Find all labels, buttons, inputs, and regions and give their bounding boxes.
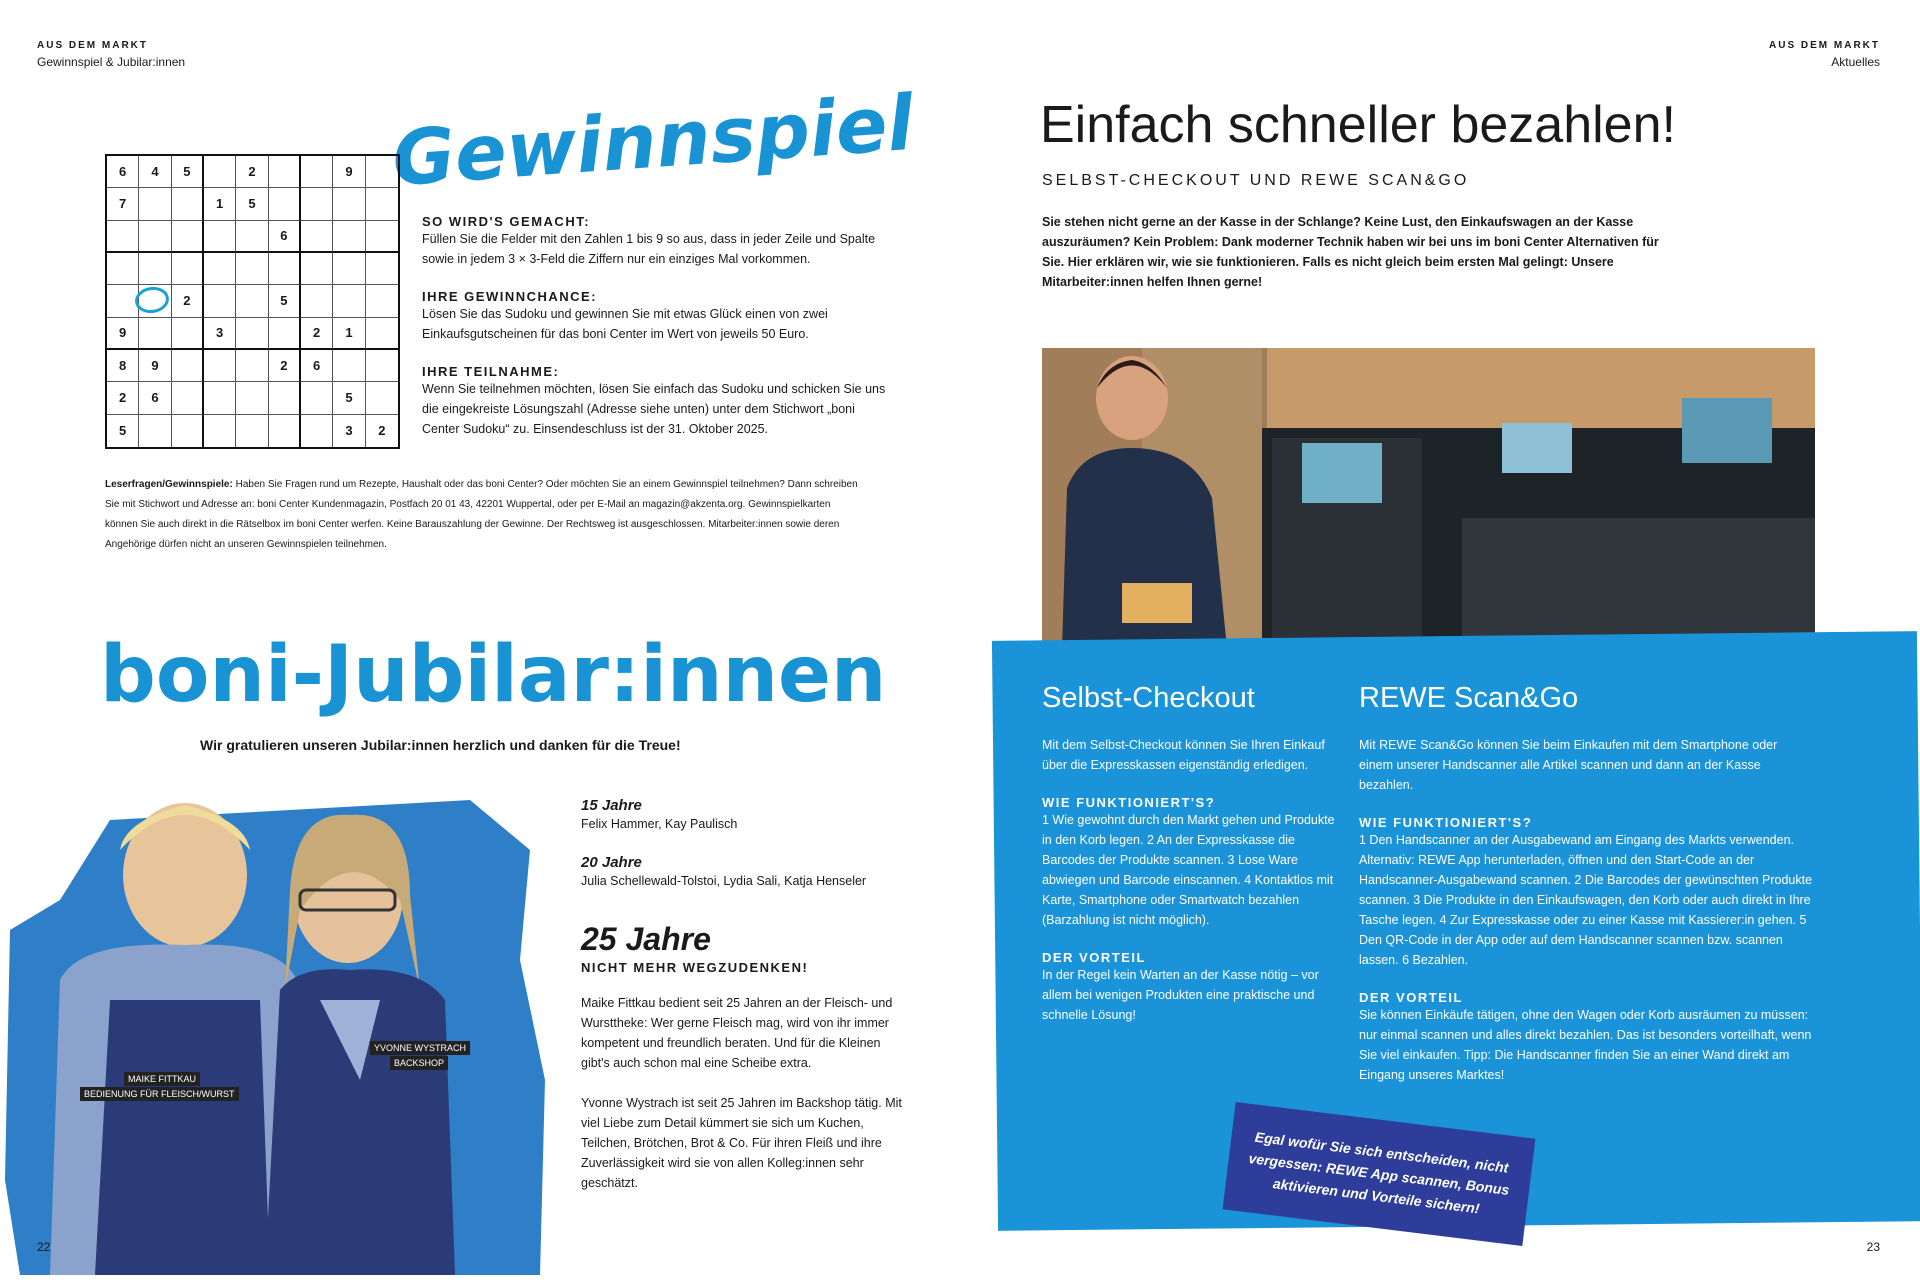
sudoku-cell[interactable] (301, 221, 333, 253)
header-left-sub: Gewinnspiel & Jubilar:innen (37, 55, 186, 69)
sudoku-cell[interactable] (333, 350, 365, 382)
sudoku-cell[interactable] (366, 285, 398, 317)
sudoku-cell[interactable] (236, 415, 268, 447)
scan-go-text: Mit REWE Scan&Go können Sie beim Einkaufen mit dem Smartphone oder einem unserer Handscanner alle Artikel scannen und dann an der Kasse bezahlen. (1359, 738, 1778, 792)
sudoku-cell[interactable]: 2 (107, 382, 139, 414)
sudoku-cell[interactable]: 8 (107, 350, 139, 382)
sudoku-cell[interactable] (269, 188, 301, 220)
reader-notice-bold: Leserfragen/Gewinnspiele: (105, 479, 233, 490)
reader-notice-text: Haben Sie Fragen rund um Rezepte, Haushalt oder das boni Center? Oder möchten Sie an einem Gewinnspiel teilnehmen? Dann schreiben Sie mit Stichwort und Adresse an: boni Center Kundenmagazin, Postfach 20 01 43, 42201 Wuppertal, oder per E-Mail an magazin@akzenta.org. Gewinnspielkarten können Sie auch direkt in die Rätselbox im boni Center werfen. Keine Barauszahlung der Gewinne. Der Rechtsweg ist ausgeschlossen. Mitarbeiter:innen sowie deren Angehörige dürfen nicht an unseren Gewinnspielen teilnehmen. (105, 479, 858, 550)
sudoku-cell[interactable] (269, 318, 301, 350)
scan-go-how-heading: WIE FUNKTIONIERT'S? (1359, 815, 1533, 830)
participation-text: Wenn Sie teilnehmen möchten, lösen Sie einfach das Sudoku und schicken Sie uns die eingekreiste Lösungszahl (Adresse siehe unten) unter dem Stichwort „boni Center Sudoku“ zu. Einsendeschluss ist der 31. Oktober 2025. (422, 382, 886, 436)
sudoku-cell[interactable] (236, 253, 268, 285)
jubilar-15-heading: 15 Jahre (581, 797, 642, 814)
sudoku-cell[interactable] (366, 318, 398, 350)
jubilar-title: boni-Jubilar:innen (100, 630, 887, 720)
sudoku-cell[interactable] (366, 156, 398, 188)
sudoku-cell[interactable]: 9 (333, 156, 365, 188)
sudoku-cell[interactable] (204, 415, 236, 447)
sudoku-cell[interactable] (139, 285, 171, 317)
sudoku-cell[interactable]: 9 (139, 350, 171, 382)
jubilar-25-yvonne: Yvonne Wystrach ist seit 25 Jahren im Backshop tätig. Mit viel Liebe zum Detail kümmert sie sich um Kuchen, Teilchen, Brötchen, Brot & Co. Für ihren Fleiß und ihre Zuverlässigkeit wird sie von allen Kolleg:innen sehr geschätzt. (581, 1096, 902, 1190)
reader-notice (105, 475, 865, 555)
selbst-checkout-text: Mit dem Selbst-Checkout können Sie Ihren Einkauf über die Expresskassen eigenständig erledigen. (1042, 738, 1325, 772)
header-right-sub: Aktuelles (1831, 55, 1880, 69)
sudoku-cell[interactable] (236, 350, 268, 382)
sudoku-cell[interactable]: 5 (107, 415, 139, 447)
sudoku-cell[interactable] (269, 415, 301, 447)
sudoku-cell[interactable]: 1 (204, 188, 236, 220)
sudoku-cell[interactable] (172, 382, 204, 414)
sudoku-cell[interactable] (204, 221, 236, 253)
jubilar-photo (0, 780, 560, 1280)
sudoku-cell[interactable] (204, 156, 236, 188)
sudoku-cell[interactable] (236, 318, 268, 350)
sudoku-cell[interactable] (301, 415, 333, 447)
sudoku-cell[interactable]: 2 (236, 156, 268, 188)
solution-circle-icon (134, 285, 171, 315)
jubilar-25-subheading: NICHT MEHR WEGZUDENKEN! (581, 960, 809, 975)
badge-maike-name: MAIKE FITTKAU (124, 1072, 200, 1086)
sudoku-cell[interactable]: 2 (378, 423, 386, 439)
bezahlen-intro: Sie stehen nicht gerne an der Kasse in der Schlange? Keine Lust, den Einkaufswagen an der Kasse auszuräumen? Kein Problem: Dank moderner Technik haben wir bei uns im boni Center Alternativen für Sie. Hier erklären wir, wie sie funktionieren. Falls es nicht gleich beim ersten Mal gelingt: Unsere Mitarbeiter:innen helfen Ihnen gerne! (1042, 215, 1659, 289)
jubilar-25-heading: 25 Jahre (581, 921, 711, 957)
sudoku-cell[interactable]: 3 (204, 318, 236, 350)
sudoku-cell[interactable] (139, 415, 171, 447)
selbst-checkout-title: Selbst-Checkout (1042, 682, 1255, 714)
how-text: Füllen Sie die Felder mit den Zahlen 1 bis 9 so aus, dass in jeder Zeile und Spalte sowie in jedem 3 × 3-Feld die Ziffern nur ein einziges Mal vorkommen. (422, 232, 876, 266)
header-left-kicker: AUS DEM MARKT (37, 40, 148, 51)
sudoku-cell[interactable]: 2 (172, 285, 204, 317)
scan-go-how-text: 1 Den Handscanner an der Ausgabewand am Eingang des Markts verwenden. Alternativ: REWE App herunterladen, öffnen und den Start-Code an der Handscanner-Ausgabewand scannen. 2 Die Barcodes der gewünschten Produkte scannen. 3 Die Produkte in den Einkaufswagen, den Korb oder auch direkt in Ihre Tasche legen. 4 Zur Expresskasse oder zu einer Kasse mit Kassierer:in gehen. 5 Den QR-Code in der App oder auf dem Handscanner scannen bzw. scannen lassen. 6 Bezahlen. (1359, 833, 1813, 967)
sudoku-cell[interactable]: 6 (139, 382, 171, 414)
sudoku-cell[interactable] (172, 188, 204, 220)
jubilar-20-heading: 20 Jahre (581, 854, 642, 871)
sudoku-cell[interactable] (172, 221, 204, 253)
sudoku-cell[interactable]: 5 (236, 188, 268, 220)
sudoku-cell[interactable] (366, 382, 398, 414)
sudoku-cell[interactable] (107, 221, 139, 253)
sudoku-cell[interactable]: 3 (333, 415, 365, 447)
sudoku-cell[interactable] (366, 188, 398, 220)
sudoku-cell[interactable] (269, 253, 301, 285)
sudoku-cell[interactable]: 2 (269, 350, 301, 382)
sudoku-cell[interactable] (333, 188, 365, 220)
sudoku-cell[interactable] (301, 188, 333, 220)
jubilar-subtitle: Wir gratulieren unseren Jubilar:innen herzlich und danken für die Treue! (200, 737, 681, 753)
sudoku-cell[interactable] (333, 285, 365, 317)
selbst-checkout-how-text: 1 Wie gewohnt durch den Markt gehen und Produkte in den Korb legen. 2 An der Expresskasse die Barcodes der Produkte scannen. 3 Lose Ware abwiegen und Barcode einscannen. 4 Kontaktlos mit Karte, Smartphone oder Smartwatch bezahlen (Barzahlung ist nicht möglich). (1042, 813, 1335, 927)
sudoku-cell[interactable]: 7 (107, 188, 139, 220)
sudoku-cell[interactable] (301, 382, 333, 414)
how-heading: SO WIRD'S GEMACHT: (422, 214, 591, 229)
gewinnspiel-title: Gewinnspiel (389, 77, 917, 204)
sudoku-cell[interactable]: 6 (301, 350, 333, 382)
scan-go-title: REWE Scan&Go (1359, 682, 1579, 714)
sudoku-cell[interactable] (139, 318, 171, 350)
jubilar-15-names: Felix Hammer, Kay Paulisch (581, 817, 738, 831)
sudoku-cell[interactable] (301, 156, 333, 188)
sudoku-cell[interactable] (301, 285, 333, 317)
scan-go-vorteil-text: Sie können Einkäufe tätigen, ohne den Wagen oder Korb ausräumen zu müssen: nur einmal scannen und alles direkt bezahlen. Das ist besonders vorteilhaft, wenn Sie viel einkaufen. Tipp: Die Handscanner finden Sie an einer Wand direkt am Eingang unseres Marktes! (1359, 1008, 1812, 1082)
jubilar-20-names: Julia Schellewald-Tolstoi, Lydia Sali, Katja Henseler (581, 874, 867, 888)
sudoku-cell[interactable] (333, 221, 365, 253)
sudoku-cell[interactable] (172, 253, 204, 285)
badge-maike-role: BEDIENUNG FÜR FLEISCH/WURST (80, 1087, 239, 1101)
checkout-photo (1042, 348, 1815, 648)
sudoku-cell[interactable]: 5 (333, 382, 365, 414)
jubilar-25-maike: Maike Fittkau bedient seit 25 Jahren an der Fleisch- und Wursttheke: Wer gerne Fleisch mag, wird von ihr immer kompetent und freundlich beraten. Und für die Kleinen gibt's auch schon mal eine Scheibe extra. (581, 996, 893, 1070)
sudoku-cell[interactable] (236, 285, 268, 317)
header-right-kicker: AUS DEM MARKT (1769, 40, 1880, 51)
sudoku-cell[interactable] (204, 382, 236, 414)
sudoku-cell[interactable] (366, 253, 398, 285)
selbst-checkout-vorteil-heading: DER VORTEIL (1042, 950, 1146, 965)
sudoku-cell[interactable] (139, 253, 171, 285)
sudoku-cell[interactable]: 4 (139, 156, 171, 188)
page-number-left: 22 (37, 1240, 51, 1254)
sudoku-cell[interactable]: 1 (333, 318, 365, 350)
sudoku-cell[interactable]: 6 (269, 221, 301, 253)
badge-yvonne-name: YVONNE WYSTRACH (370, 1041, 470, 1055)
sudoku-cell[interactable] (172, 415, 204, 447)
sudoku-cell[interactable]: 9 (107, 318, 139, 350)
participation-heading: IHRE TEILNAHME: (422, 364, 560, 379)
sudoku-cell[interactable] (107, 253, 139, 285)
sudoku-cell[interactable] (269, 382, 301, 414)
sudoku-cell[interactable] (172, 318, 204, 350)
sudoku-cell[interactable] (139, 188, 171, 220)
scan-go-vorteil-heading: DER VORTEIL (1359, 990, 1463, 1005)
sudoku-cell[interactable] (269, 156, 301, 188)
chance-heading: IHRE GEWINNCHANCE: (422, 289, 598, 304)
sudoku-cell[interactable] (366, 350, 398, 382)
sudoku-cell[interactable]: 5 (172, 156, 204, 188)
sudoku-cell[interactable] (236, 221, 268, 253)
bezahlen-subtitle: SELBST-CHECKOUT UND REWE SCAN&GO (1042, 172, 1470, 189)
sudoku-cell[interactable] (333, 253, 365, 285)
sudoku-cell[interactable] (236, 382, 268, 414)
sudoku-cell[interactable] (204, 350, 236, 382)
sudoku-grid[interactable] (105, 154, 400, 449)
bezahlen-title: Einfach schneller bezahlen! (1040, 96, 1676, 154)
sudoku-cell[interactable]: 5 (269, 285, 301, 317)
sudoku-cell[interactable] (301, 253, 333, 285)
page-number-right: 23 (1866, 1240, 1880, 1254)
sudoku-cell[interactable] (366, 221, 398, 253)
sudoku-cell[interactable] (139, 221, 171, 253)
app-reminder-text: Egal wofür Sie sich entscheiden, nicht vergessen: REWE App scannen, Bonus aktivieren und Vorteile sichern! (1247, 1128, 1511, 1217)
badge-yvonne-role: BACKSHOP (390, 1056, 448, 1070)
sudoku-cell[interactable] (204, 285, 236, 317)
selbst-checkout-vorteil-text: In der Regel kein Warten an der Kasse nötig – vor allem bei wenigen Produkten eine praktische und schnelle Lösung! (1042, 968, 1319, 1022)
chance-text: Lösen Sie das Sudoku und gewinnen Sie mit etwas Glück einen von zwei Einkaufsgutscheinen für das boni Center im Wert von jeweils 50 Euro. (422, 307, 828, 341)
sudoku-cell[interactable]: 2 (301, 318, 333, 350)
sudoku-cell[interactable] (204, 253, 236, 285)
selbst-checkout-how-heading: WIE FUNKTIONIERT'S? (1042, 795, 1216, 810)
sudoku-cell[interactable] (172, 350, 204, 382)
sudoku-cell[interactable]: 6 (107, 156, 139, 188)
